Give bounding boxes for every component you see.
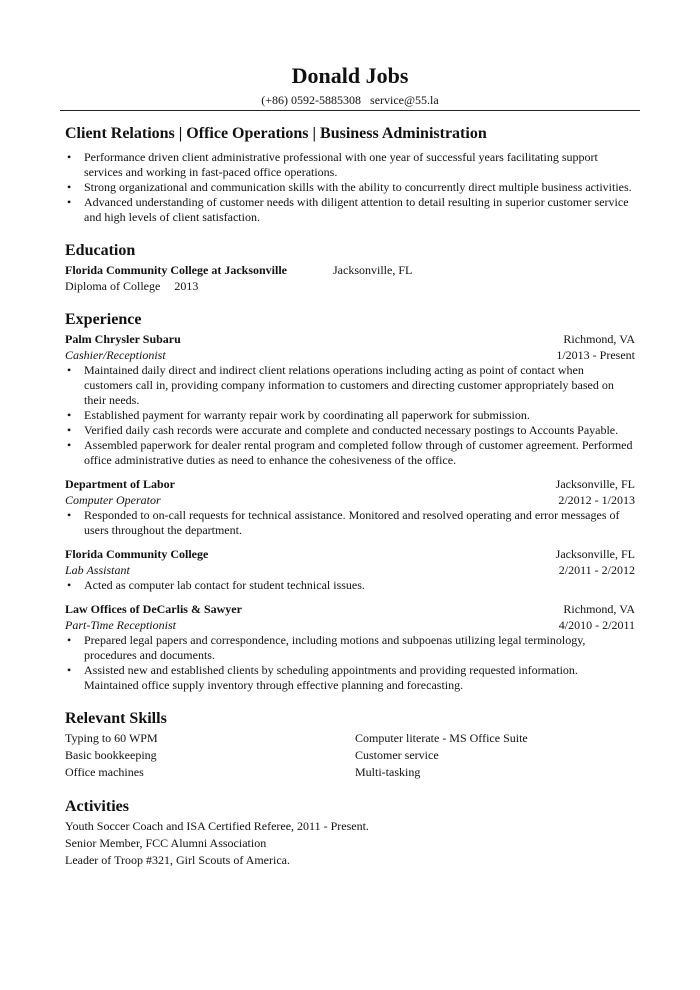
skill-item: Computer literate - MS Office Suite — [355, 731, 528, 745]
education-degree: Diploma of College — [65, 279, 161, 293]
skills-grid — [65, 730, 635, 781]
job-company: Florida Community College — [65, 547, 209, 561]
job-bullet: • Verified daily cash records were accurate and complete and conducted necessary postings to Accounts Payable. — [65, 423, 635, 438]
resume-headline: Client Relations | Office Operations | Business Administration — [65, 125, 487, 142]
education-school: Florida Community College at Jacksonville — [65, 263, 287, 277]
job-role: Cashier/Receptionist — [65, 348, 166, 362]
job-bullets — [65, 508, 635, 538]
activity-item: Senior Member, FCC Alumni Association — [65, 836, 267, 850]
job-bullet: • Established payment for warranty repair work by coordinating all paperwork for submission. — [65, 408, 635, 423]
job-company: Law Offices of DeCarlis & Sawyer — [65, 602, 242, 616]
skill-item: Multi-tasking — [355, 765, 421, 779]
job-location: Jacksonville, FL — [555, 547, 635, 561]
job-role: Part-Time Receptionist — [65, 618, 176, 632]
resume-page — [65, 62, 635, 869]
job-entry — [65, 546, 635, 593]
education-year: 2013 — [174, 279, 199, 293]
job-entry — [65, 601, 635, 693]
phone-number: (+86) 0592-5885308 — [261, 93, 362, 107]
job-role: Computer Operator — [65, 493, 161, 507]
job-entry — [65, 476, 635, 538]
job-dates: 1/2013 - Present — [556, 348, 635, 362]
activities-heading: Activities — [65, 798, 129, 815]
summary-item: • Strong organizational and communication skills with the ability to concurrently direct multiple business activities. — [65, 180, 635, 195]
job-dates: 4/2010 - 2/2011 — [558, 618, 635, 632]
job-role: Lab Assistant — [65, 563, 130, 577]
education-heading: Education — [65, 242, 136, 259]
job-bullets — [65, 633, 635, 693]
job-bullet: • Responded to on-call requests for technical assistance. Monitored and resolved operating and error messages of users throughout the department. — [65, 508, 635, 538]
job-bullet: • Maintained daily direct and indirect client relations operations including acting as point of contact when customers call in, providing company information to customers and directing customer appropriately based on their needs. — [65, 363, 635, 408]
header-divider — [60, 110, 640, 111]
job-dates: 2/2011 - 2/2012 — [558, 563, 635, 577]
experience-heading: Experience — [65, 311, 142, 328]
activity-item: Leader of Troop #321, Girl Scouts of America. — [65, 853, 290, 867]
job-dates: 2/2012 - 1/2013 — [558, 493, 635, 507]
job-bullets — [65, 363, 635, 468]
job-bullets — [65, 578, 635, 593]
job-bullet: • Prepared legal papers and correspondence, including motions and subpoenas utilizing legal terminology, procedures and documents. — [65, 633, 635, 663]
job-location: Richmond, VA — [563, 332, 635, 346]
job-company: Palm Chrysler Subaru — [65, 332, 181, 346]
skill-item: Office machines — [65, 765, 144, 779]
education-degree-line — [65, 278, 635, 294]
job-bullet: • Assisted new and established clients by scheduling appointments and providing requested information. Maintained office supply inventory through effective planning and forecasting. — [65, 663, 635, 693]
skills-heading: Relevant Skills — [65, 710, 167, 727]
resume-name: Donald Jobs — [291, 63, 409, 88]
skill-item: Typing to 60 WPM — [65, 731, 158, 745]
skill-item: Basic bookkeeping — [65, 748, 157, 762]
email-address: service@55.la — [370, 93, 439, 107]
job-location: Jacksonville, FL — [555, 477, 635, 491]
summary-item: • Performance driven client administrative professional with one year of successful years facilitating support services and working in fast-paced office operations. — [65, 150, 635, 180]
job-bullet: • Acted as computer lab contact for student technical issues. — [65, 578, 635, 593]
job-location: Richmond, VA — [563, 602, 635, 616]
education-entry — [65, 262, 635, 278]
activity-item: Youth Soccer Coach and ISA Certified Referee, 2011 - Present. — [65, 819, 369, 833]
job-entry — [65, 331, 635, 468]
summary-item: • Advanced understanding of customer needs with diligent attention to detail resulting in superior customer service and high levels of client satisfaction. — [65, 195, 635, 225]
job-company: Department of Labor — [65, 477, 175, 491]
skill-item: Customer service — [355, 748, 439, 762]
education-location: Jacksonville, FL — [333, 263, 413, 277]
job-bullet: • Assembled paperwork for dealer rental program and completed follow through of customer agreement. Performed office administrative duties as need to enhance the cohesiveness of the office. — [65, 438, 635, 468]
contact-line — [65, 93, 635, 107]
summary-list — [65, 150, 635, 225]
